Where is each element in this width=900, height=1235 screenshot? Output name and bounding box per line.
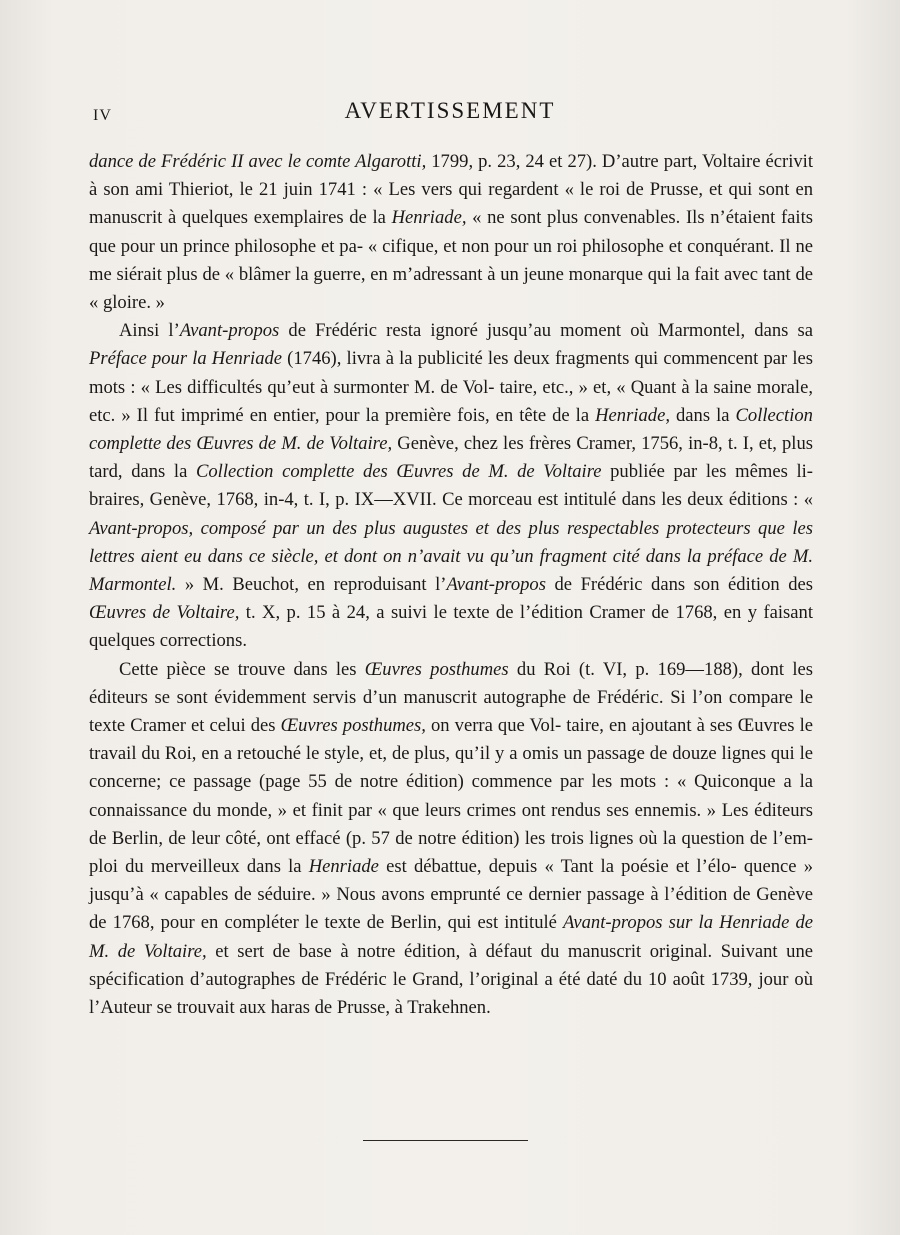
- text-segment: (1746), livra à la publicité les deux fragments qui commencent par les mots : « Les difficultés qu’eut à surmonter M. de Vol- taire, etc., » et, « Quant à la saine morale, etc. » Il fut imprimé en entier, pour la première fois, en tête de la: [89, 348, 813, 426]
- text-segment: Œuvres posthumes: [364, 658, 509, 680]
- text-segment: Genève, chez les frères Cramer, 1756, in-8, t. I, et, plus tard, dans la: [89, 433, 813, 483]
- text-segment: Cette pièce se trouve dans les: [119, 658, 365, 680]
- text-segment: Avant-propos: [446, 574, 546, 596]
- text-segment: Henriade,: [391, 207, 467, 229]
- closing-rule: [363, 1140, 528, 1141]
- text-segment: Avant-propos: [179, 320, 280, 342]
- text-segment: est débattue, depuis « Tant la poésie et l’élo- quence » jusqu’à « capables de séduire. » Nous avons emprunté ce dernier passage à l’édition de Genève de 1768, pour en compléter le texte de Berlin, qui est intitulé: [89, 856, 813, 934]
- paragraph-1: [89, 148, 813, 317]
- text-segment: Henriade,: [595, 404, 670, 426]
- text-segment: Collection complette des Œuvres de M. de Voltaire,: [89, 404, 813, 455]
- running-title: AVERTISSEMENT: [344, 98, 556, 123]
- text-segment: dans la: [669, 404, 736, 426]
- text-segment: 1799, p. 23, 24 et 27). D’autre part, Voltaire écrivit à son ami Thieriot, le 21 juin 1741 : « Les vers qui regardent « le roi de Prusse, et qui sont en manuscrit à quelques exemplaires de la: [89, 151, 814, 229]
- text-segment: Ainsi l’: [119, 320, 180, 342]
- paragraph-2: [89, 317, 813, 655]
- text-segment: » M. Beuchot, en reproduisant l’: [176, 574, 447, 596]
- text-segment: Œuvres de Voltaire,: [89, 602, 240, 624]
- text-segment: publiée par les mêmes li- braires, Genève, 1768, in-4, t. I, p. IX—XVII. Ce morceau est intitulé dans les deux éditions : «: [89, 461, 813, 511]
- text-segment: du Roi (t. VI, p. 169—188), dont les éditeurs se sont évidemment servis d’un manuscrit autographe de Frédéric. Si l’on compare le texte Cramer et celui des: [89, 658, 813, 737]
- text-segment: Avant-propos sur la Henriade de M. de Voltaire,: [89, 912, 813, 962]
- text-segment: Henriade: [308, 856, 379, 878]
- text-segment: Préface pour la Henriade: [89, 348, 283, 370]
- text-segment: on verra que Vol- taire, en ajoutant à ses Œuvres le travail du Roi, en a retouché le style, et, de plus, qu’il y a omis un passage de douze lignes qui le concerne; ce passage (page 55 de notre édition) commence par les mots : « Quiconque a la connaissance du monde, » et finit par « que leurs crimes ont rendus ses ennemis. » Les éditeurs de Berlin, de leur côté, ont effacé (p. 57 de notre édition) les trois lignes où la question de l’em- ploi du merveilleux dans la: [89, 715, 813, 878]
- text-segment: Œuvres posthumes,: [280, 715, 426, 737]
- text-segment: de Frédéric dans son édition des: [545, 574, 813, 596]
- text-segment: Avant-propos, composé par un des plus augustes et des plus respectables protecteurs que les lettres aient eu dans ce siècle, et dont on n’avait vu qu’un fragment cité dans la préface de M. Marmontel.: [89, 517, 813, 596]
- text-segment: Collection complette des Œuvres de M. de Voltaire: [195, 461, 602, 483]
- paragraph-3: [89, 656, 813, 1023]
- text-segment: « ne sont plus convenables. Ils n’étaient faits que pour un prince philosophe et pa- « cifique, et non pour un roi philosophe et conquérant. Il ne me siérait plus de « blâmer la guerre, en m’adressant à un jeune monarque qui la fait avec tant de « gloire. »: [89, 207, 813, 314]
- text-segment: t. X, p. 15 à 24, a suivi le texte de l’édition Cramer de 1768, en y faisant quelques corrections.: [89, 602, 813, 652]
- text-segment: dance de Frédéric II avec le comte Algarotti,: [89, 151, 427, 172]
- text-segment: et sert de base à notre édition, à défaut du manuscrit original. Suivant une spécification d’autographes de Frédéric le Grand, l’original a été daté du 10 août 1739, jour où l’Auteur se trouvait aux haras de Prusse, à Trakehnen.: [89, 940, 813, 1019]
- page-number: IV: [93, 107, 112, 124]
- body-text: [89, 148, 813, 1022]
- text-segment: de Frédéric resta ignoré jusqu’au moment où Marmontel, dans sa: [279, 320, 813, 342]
